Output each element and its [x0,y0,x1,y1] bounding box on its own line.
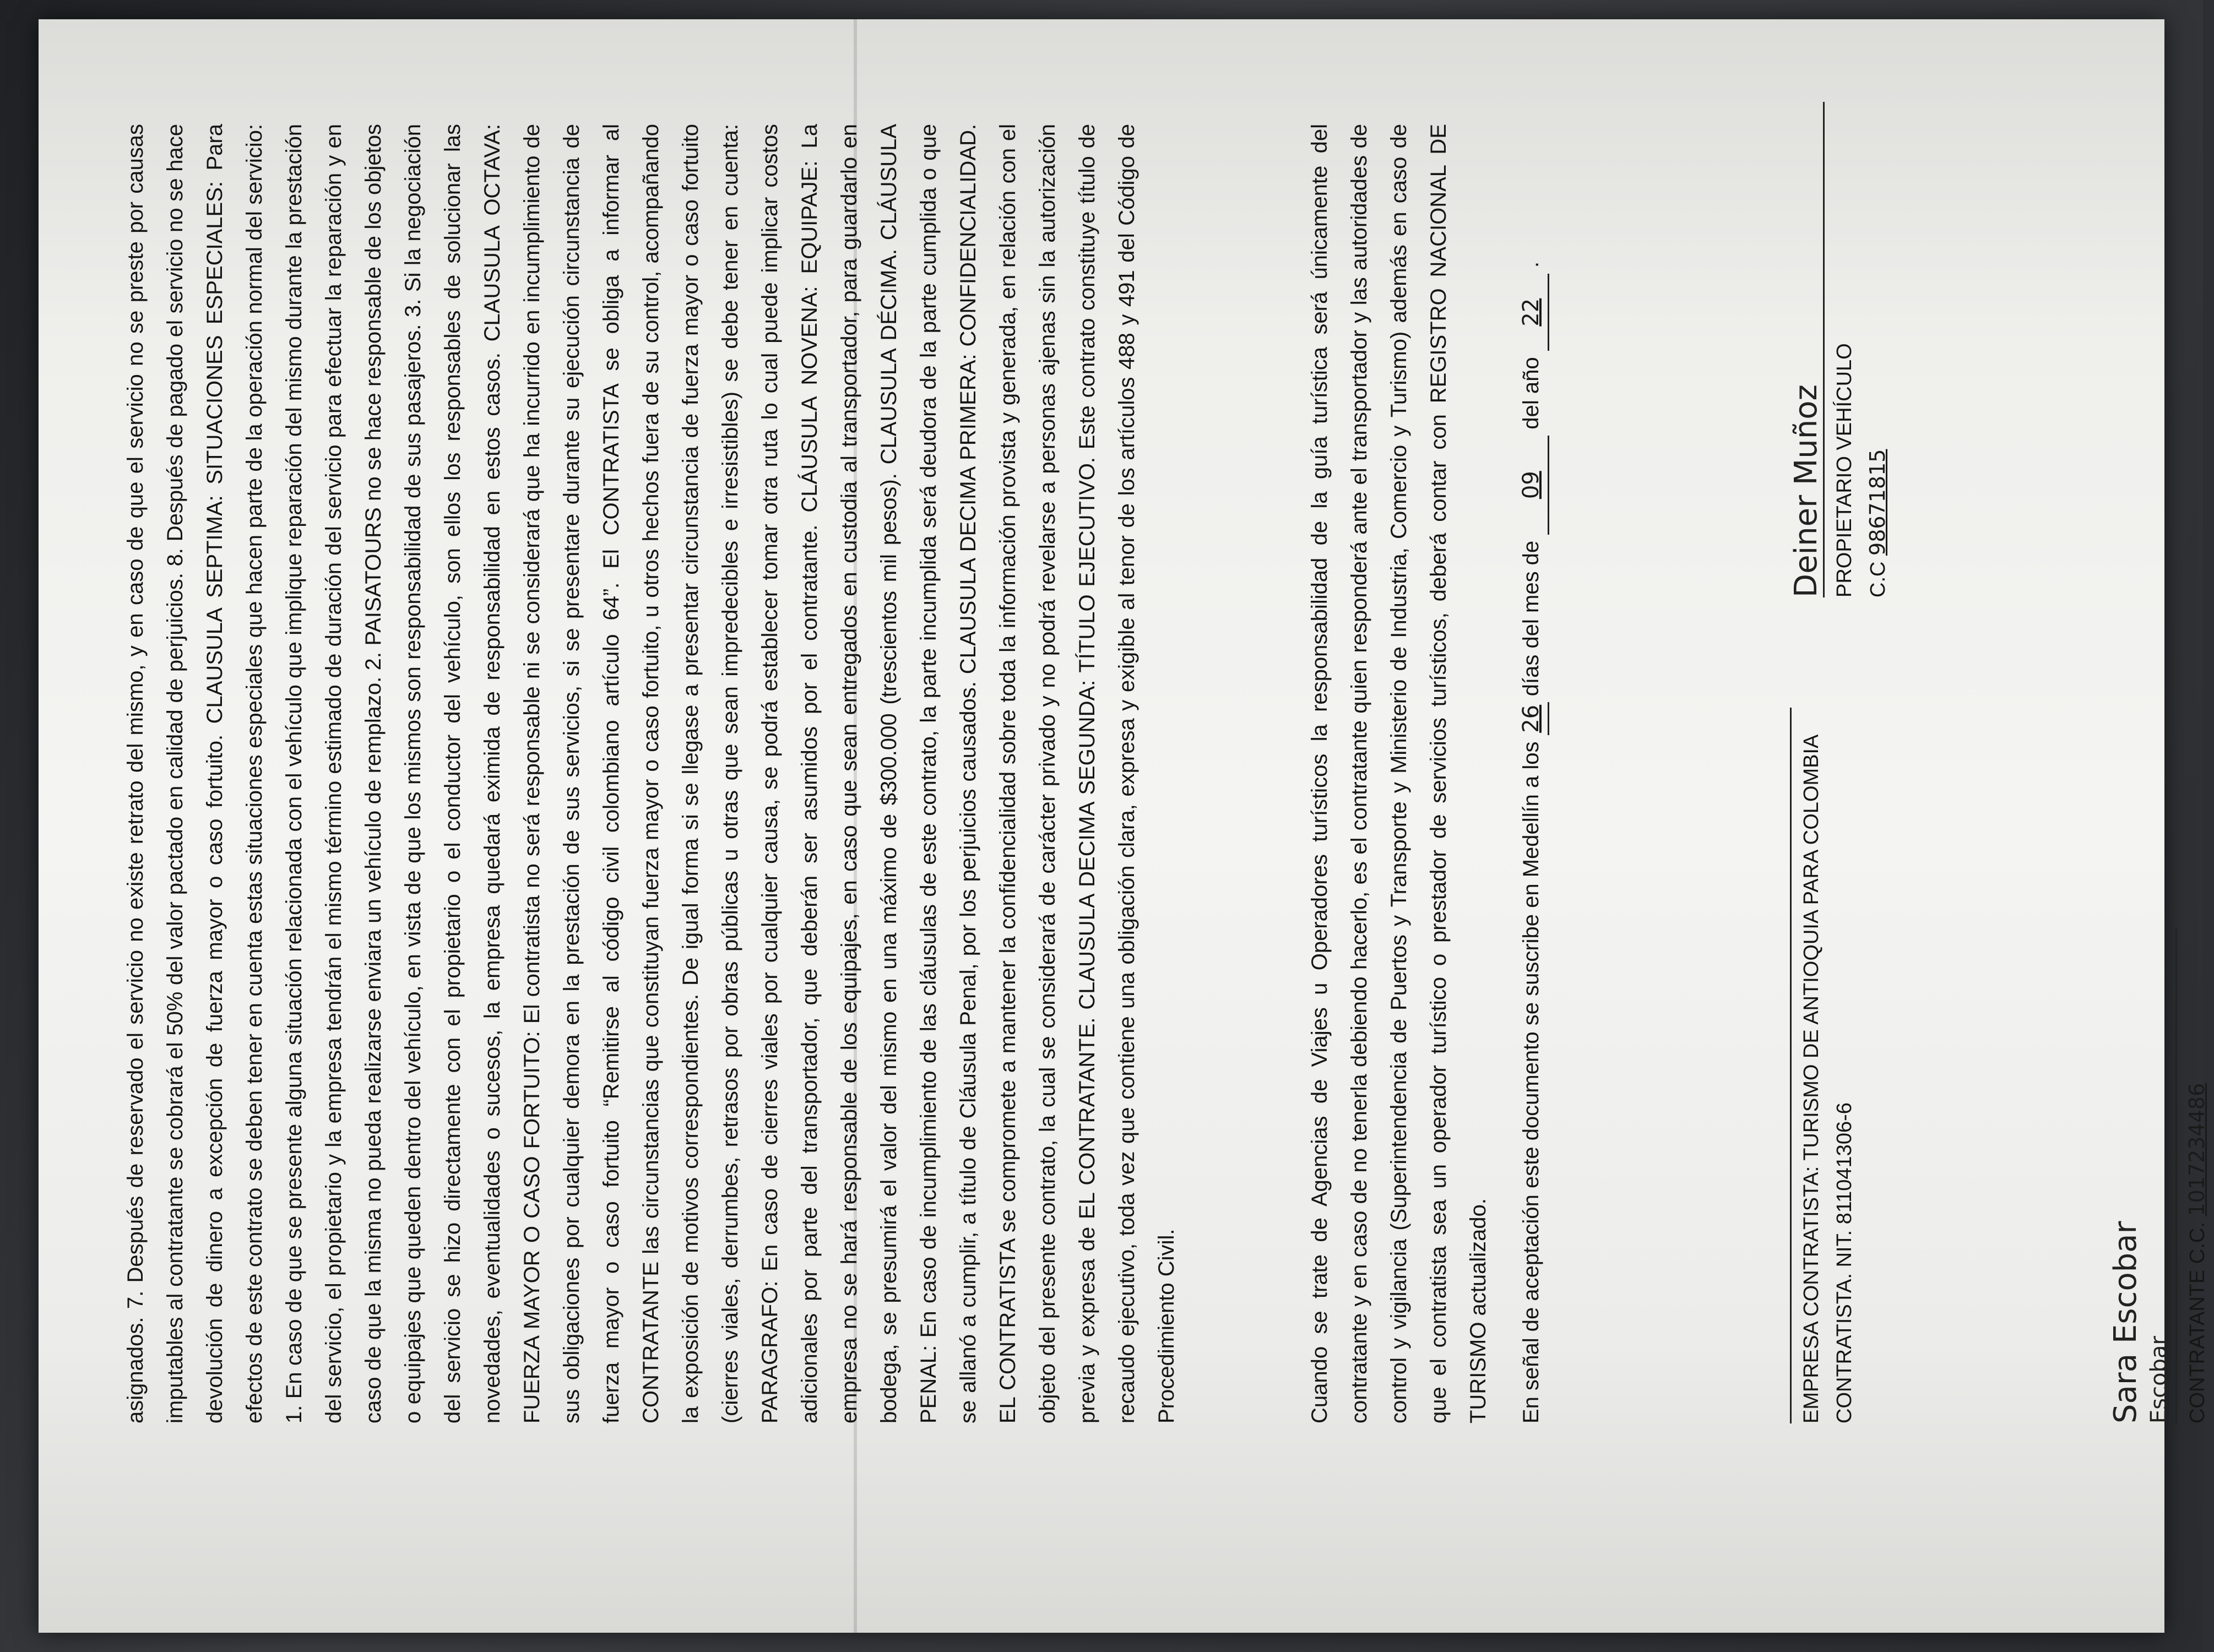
client-signature-mark: Escobar [2146,1336,2172,1423]
signature-line [1790,708,1792,1423]
contractor-company-block [1790,708,1861,1423]
year-field: 22 [1515,274,1549,351]
owner-handwritten-name: Deiner Muñoz [1788,384,1824,597]
day-field: 26 [1515,702,1549,735]
page-content [39,19,2209,1633]
year-text: del año [1519,357,1543,430]
acceptance-prefix: En señal de aceptación este documento se suscribe en Medellín a los [1519,741,1543,1423]
clauses-paragraph: asignados. 7. Después de reservado el servicio no existe retrato del mismo, y en caso de que el servicio no se preste por causas imputables al contratante se cobrará el 50% del valor pactado en calidad de perjuicios. 8. Después de pagado el servicio no se hace devolución de dinero a excepción de fuerza mayor o caso fortuito. CLAUSULA SEPTIMA: SITUACIONES ESPECIALES: Para efectos de este contrato se deben tener en cuenta estas situaciones especiales que hacen parte de la operación normal del servicio: 1. En caso de que se presente alguna situación relacionada con el vehículo que implique reparación del mismo durante la prestación del servicio, el propietario y la empresa tendrán el mismo término estimado de duración del servicio para efectuar la reparación y en caso de que la misma no pueda realizarse enviara un vehículo de remplazo. 2. PAISATOURS no se hace responsable de los objetos o equipajes que queden dentro del vehículo, en vista de que los mismos son responsabilidad de sus pasajeros. 3. Si la negociación del servicio se hizo directamente con el propietario o el conductor del vehículo, son ellos los responsables de solucionar las novedades, eventualidades o sucesos, la empresa quedará eximida de responsabilidad en estos casos. CLAUSULA OCTAVA: FUERZA MAYOR O CASO FORTUITO: El contratista no será responsable ni se considerará que ha incurrido en incumplimiento de sus obligaciones por cualquier demora en la prestación de sus servicios, si se presentare durante su ejecución circunstancia de fuerza mayor o caso fortuito “Remitirse al código civil colombiano artículo 64”. El CONTRATISTA se obliga a informar al CONTRATANTE las circunstancias que constituyan fuerza mayor o caso fortuito, u otros hechos fuera de su control, acompañando la exposición de motivos correspondientes. De igual forma si se llegase a presentar circunstancia de fuerza mayor o caso fortuito (cierres viales, derrumbes, retrasos por obras públicas u otras que sean impredecibles e irresistibles) se debe tener en cuenta: PARAGRAFO: En caso de cierres viales por cualquier causa, se podrá establecer tomar otra ruta lo cual puede implicar costos adicionales por parte del transportador, que deberán ser asumidos por el contratante. CLÁUSULA NOVENA: EQUIPAJE: La empresa no se hará responsable de los equipajes, en caso que sean entregados en custodia al transportador, para guardarlo en bodega, se presumirá el valor del mismo en una máximo de $300.000 (trescientos mil pesos). CLAUSULA DÉCIMA. CLÁUSULA PENAL: En caso de incumplimiento de las cláusulas de este contrato, la parte incumplida será deudora de la parte cumplida o que se allanó a cumplir, a título de Cláusula Penal, por los perjuicios causados. CLAUSULA DECIMA PRIMERA: CONFIDENCIALIDAD. EL CONTRATISTA se compromete a mantener la confidencialidad sobre toda la información provista y generada, en relación con el objeto del presente contrato, la cual se considerará de carácter privado y no podrá revelarse a personas ajenas sin la autorización previa y expresa de EL CONTRATANTE. CLAUSULA DECIMA SEGUNDA: TÍTULO EJECUTIVO. Este contrato constituye título de recaudo ejecutivo, toda vez que contiene una obligación clara, expresa y exigible al tenor de los artículos 488 y 491 del Código de Procedimiento Civil. [123,124,1179,1423]
owner-label: PROPIETARIO VEHÍCULO [1833,343,1856,597]
month-field: 09 [1515,436,1549,535]
client-cc-label: CONTRATANTE C.C. [2186,1222,2209,1423]
client-handwritten-name: Sara Escobar [2108,1221,2144,1423]
contract-page [39,19,2209,1633]
client-cc-value: 1017234486 [2185,1083,2209,1216]
client-block [2109,928,2214,1423]
contractor-nit: CONTRATISTA. NIT. 811041306-6 [1833,1102,1856,1423]
owner-cc-label: C.C [1866,561,1890,597]
signature-line [2175,928,2177,1423]
owner-cc-value: 98671815 [1865,449,1890,556]
vehicle-owner-block [1790,102,1895,597]
contractor-company-name: EMPRESA CONTRATISTA: TURISMO DE ANTIOQUIA PARA COLOMBIA [1800,734,1823,1423]
tourism-responsibility-paragraph: Cuando se trate de Agencias de Viajes u Operadores turísticos la responsabilidad de la guía turística será únicamente del contratante y en caso de no tenerla debiendo hacerlo, es el contratante quien responderá ante el transportador y las autoridades de control y vigilancia (Superintendencia de Puertos y Transporte y Ministerio de Industria, Comercio y Turismo) además en caso de que el contratista sea un operador turístico o prestador de servicios turísticos, deberá contar con REGISTRO NACIONAL DE TURISMO actualizado. [1307,124,1490,1423]
signatures-section [39,19,2209,1633]
acceptance-suffix: . [1519,261,1543,268]
days-text: días del mes de [1519,540,1543,697]
